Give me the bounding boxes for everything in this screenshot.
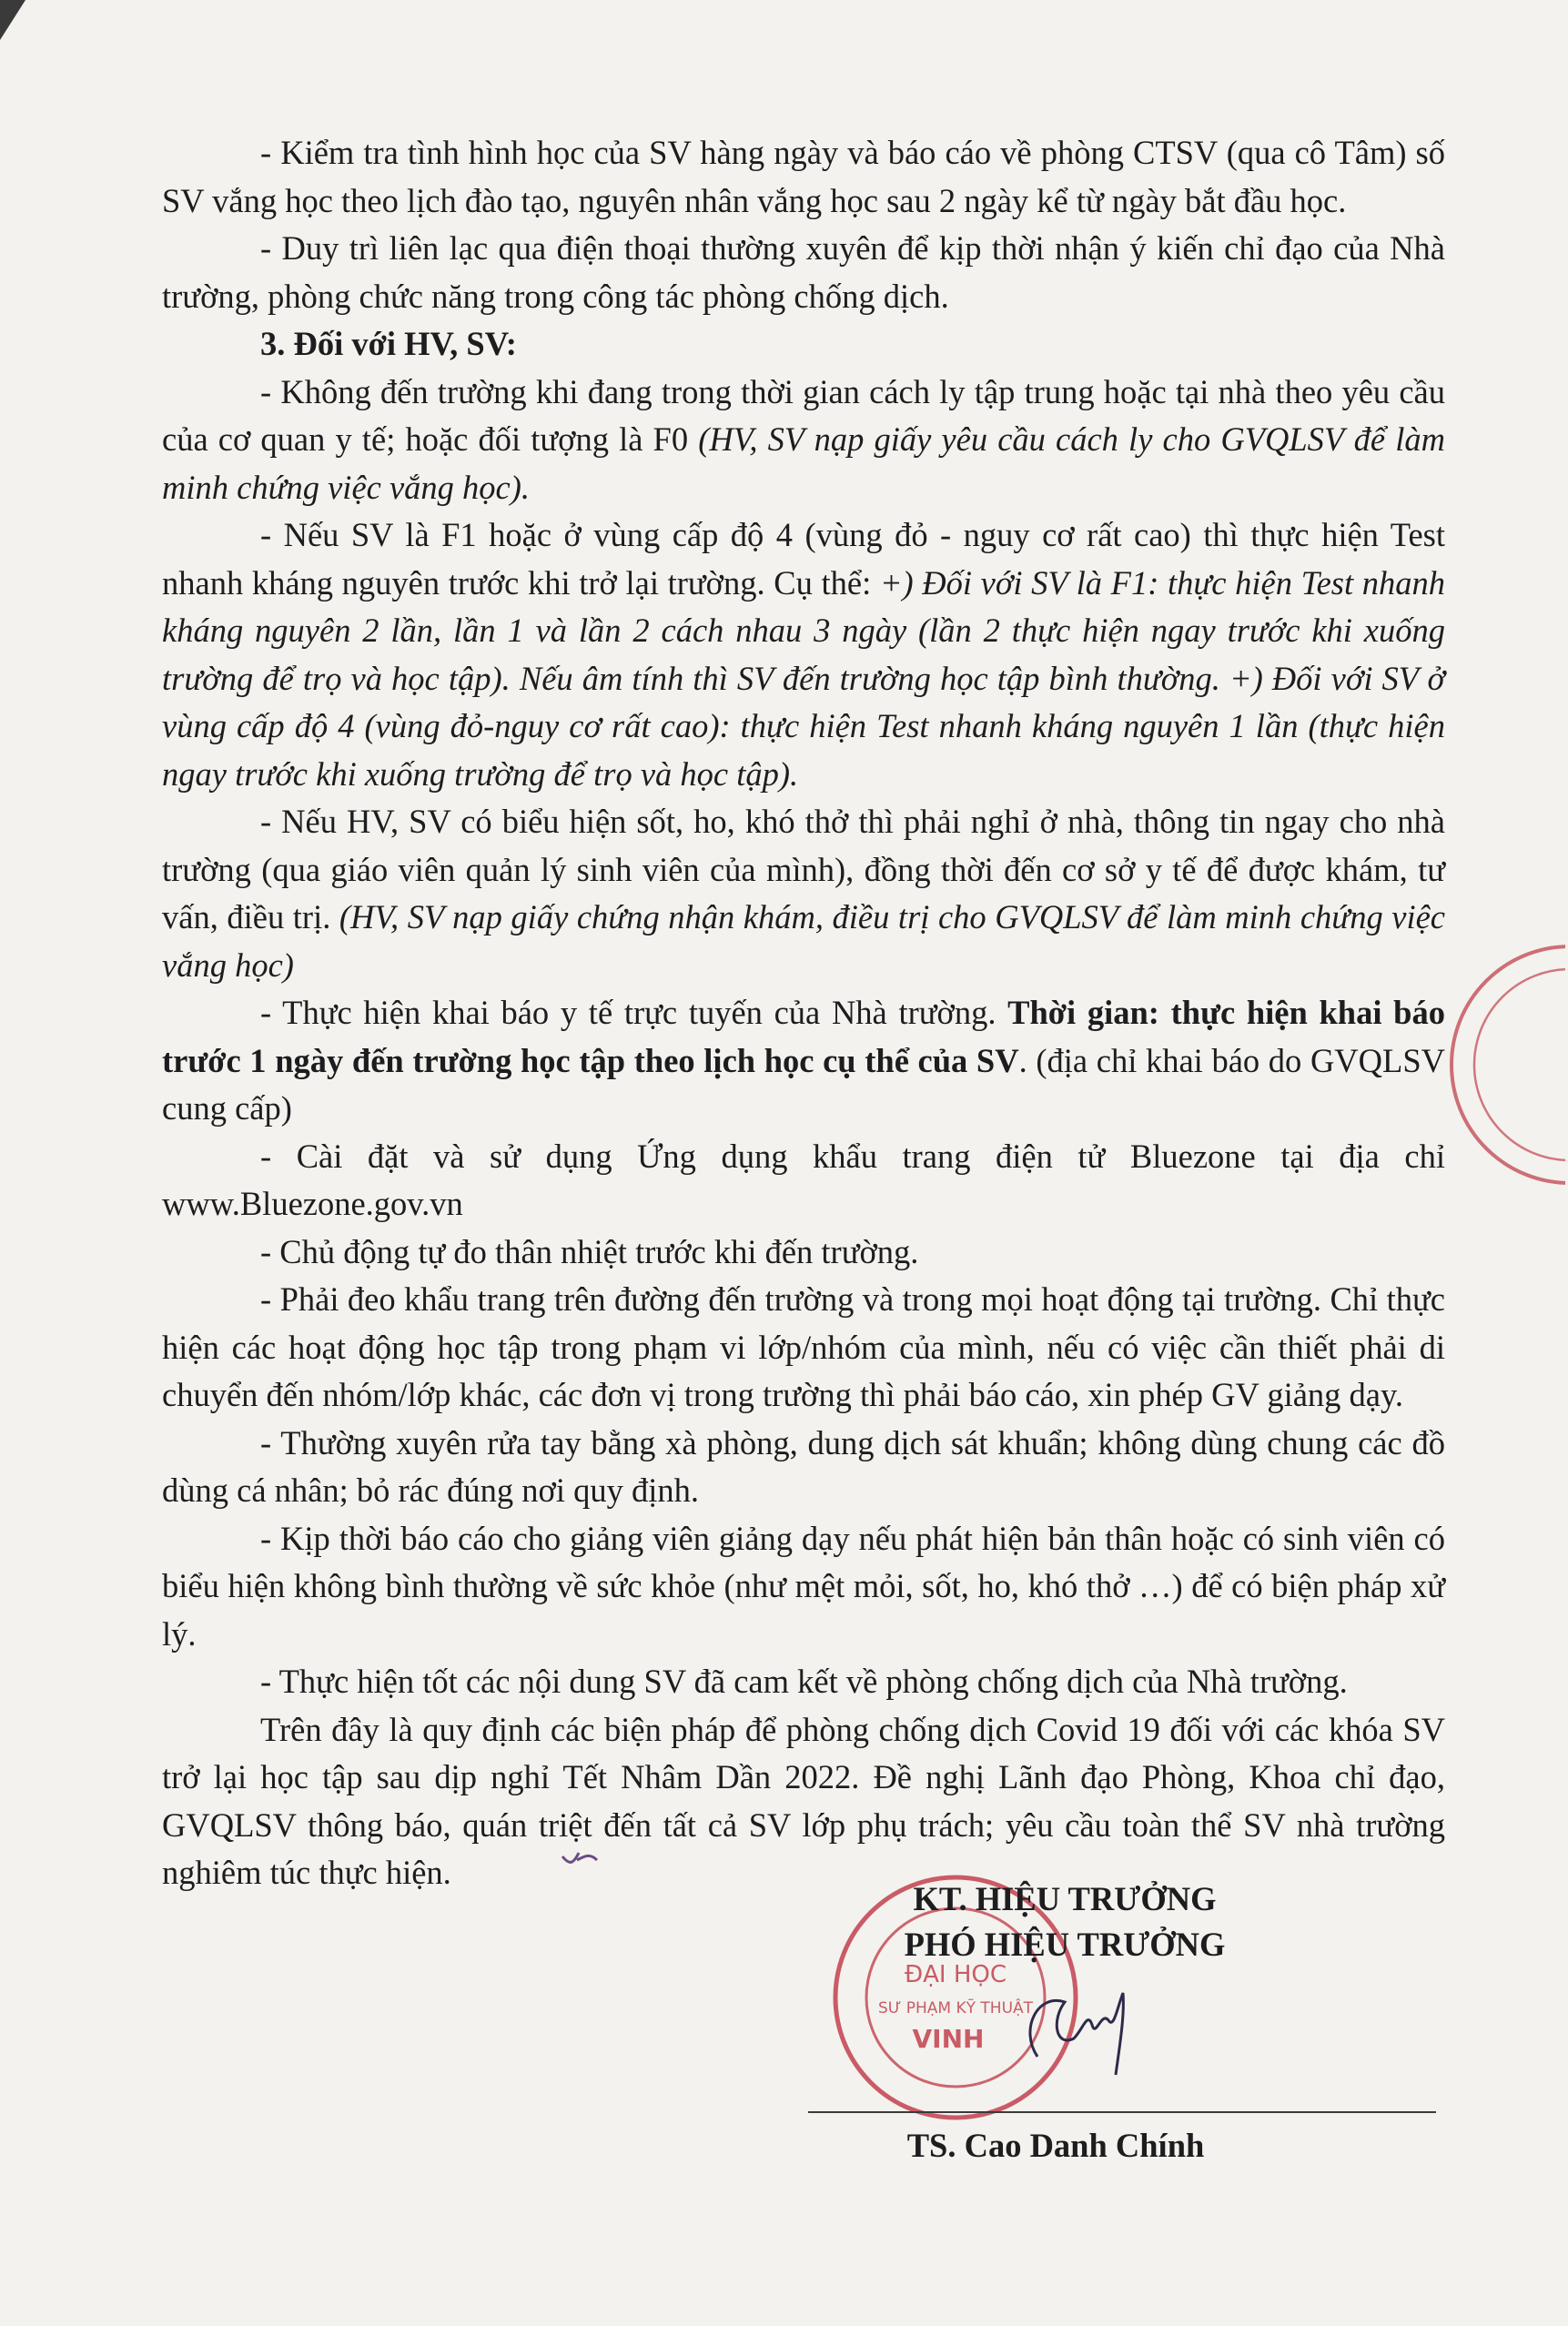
symptoms-text: - Nếu HV, SV có biểu hiện sốt, ho, khó thở thì phải nghỉ ở nhà, thông tin ngay cho nhà trường (qua giáo viên quản lý sinh viên của mình), đồng thời đến cơ sở y tế để được khám, tư vấn, điều trị.: [162, 803, 1445, 935]
signer-name: TS. Cao Danh Chính: [906, 2127, 1205, 2164]
handwritten-signature-icon: [1001, 1975, 1147, 2093]
f1-text: - Nếu SV là F1 hoặc ở vùng cấp độ 4 (vùng đỏ - nguy cơ rất cao) thì thực hiện Test nhanh kháng nguyên trước khi trở lại trường. Cụ thể:: [162, 516, 1445, 602]
paragraph-temperature: - Chủ động tự đo thân nhiệt trước khi đến trường.: [260, 1232, 919, 1270]
paragraph-keep-contact: - Duy trì liên lạc qua điện thoại thường xuyên để kịp thời nhận ý kiến chỉ đạo của Nhà trường, phòng chức năng trong công tác phòng chống dịch.: [162, 229, 1445, 315]
paragraph-bluezone: - Cài đặt và sử dụng Ứng dụng khẩu trang điện tử Bluezone tại địa chỉ www.Bluezone.gov.vn: [162, 1137, 1445, 1222]
page-corner-shadow: [0, 0, 55, 55]
paragraph-closing: Trên đây là quy định các biện pháp để phòng chống dịch Covid 19 đối với các khóa SV trở lại học tập sau dịp nghỉ Tết Nhâm Dần 2022. Đề nghị Lãnh đạo Phòng, Khoa chỉ đạo, GVQLSV thông báo, quán triệt đến tất cả SV lớp phụ trách; yêu cầu toàn thể SV nhà trường nghiêm túc thực hiện.: [162, 1710, 1445, 1891]
signature-title-1: KT. HIỆU TRƯỞNG: [913, 1880, 1217, 1917]
seal-line-1: ĐẠI HỌC: [904, 1961, 1007, 1988]
paragraph-check-attendance: - Kiểm tra tình hình học của SV hàng ngày và báo cáo về phòng CTSV (qua cô Tâm) số SV vắng học theo lịch đào tạo, nguyên nhân vắng học sau 2 ngày kể từ ngày bắt đầu học.: [162, 134, 1445, 219]
paragraph-health-declaration: [162, 989, 1445, 1133]
declaration-time: Thời gian: thực hiện khai báo trước 1 ngày đến trường học tập theo lịch học cụ thể của SV: [162, 994, 1445, 1079]
signature-title-2: PHÓ HIỆU TRƯỞNG: [904, 1926, 1226, 1963]
paragraph-symptoms: [162, 798, 1445, 989]
paragraph-isolation: [162, 369, 1445, 512]
seal-line-2: SƯ PHẠM KỸ THUẬT: [877, 1999, 1034, 2018]
paragraph-mask: - Phải đeo khẩu trang trên đường đến trường và trong mọi hoạt động tại trường. Chỉ thực hiện các hoạt động học tập trong phạm vi lớp/nhóm của mình, nếu có việc cần thiết phải di chuyển đến nhóm/lớp khác, các đơn vị trong trường thì phải báo cáo, xin phép GV giảng dạy.: [162, 1280, 1445, 1413]
f1-note: +) Đối với SV là F1: thực hiện Test nhanh kháng nguyên 2 lần, lần 1 và lần 2 cách nhau 3 ngày (lần 2 thực hiện ngay trước khi xuống trường để trọ và học tập). Nếu âm tính thì SV đến trường học tập bình thường. +) Đối với SV ở vùng cấp độ 4 (vùng đỏ-nguy cơ rất cao): thực hiện Test nhanh kháng nguyên 1 lần (thực hiện ngay trước khi xuống trường để trọ và học tập).: [162, 563, 1446, 793]
declaration-end: . (địa chỉ khai báo do GVQLSV cung cấp): [162, 1041, 1445, 1127]
section-heading-students: 3. Đối với HV, SV:: [260, 325, 517, 362]
isolation-note: (HV, SV nạp giấy yêu cầu cách ly cho GVQLSV để làm minh chứng việc vắng học).: [162, 420, 1445, 506]
signature-block: [846, 1876, 1283, 1967]
seal-line-3: VINH: [912, 2024, 985, 2054]
isolation-text: - Không đến trường khi đang trong thời gian cách ly tập trung hoặc tại nhà theo yêu cầu của cơ quan y tế; hoặc đối tượng là F0: [162, 372, 1445, 458]
signature-underline: [808, 2109, 1436, 2115]
paragraph-f1-test: [162, 511, 1445, 798]
margin-stamp-icon: [1420, 928, 1565, 1201]
paragraph-commitment: - Thực hiện tốt các nội dung SV đã cam kết về phòng chống dịch của Nhà trường.: [260, 1663, 1348, 1700]
paragraph-report-health: - Kịp thời báo cáo cho giảng viên giảng dạy nếu phát hiện bản thân hoặc có sinh viên có biểu hiện không bình thường về sức khỏe (như mệt mỏi, sốt, ho, khó thở …) để có biện pháp xử lý.: [162, 1519, 1445, 1653]
declaration-text: - Thực hiện khai báo y tế trực tuyến của Nhà trường.: [260, 994, 1008, 1031]
symptoms-note: (HV, SV nạp giấy chứng nhận khám, điều trị cho GVQLSV để làm minh chứng việc vắng học): [162, 898, 1446, 984]
paragraph-handwash: - Thường xuyên rửa tay bằng xà phòng, dung dịch sát khuẩn; không dùng chung các đồ dùng cá nhân; bỏ rác đúng nơi quy định.: [162, 1423, 1445, 1509]
body-text: [162, 129, 1445, 1897]
handwritten-mark-icon: [559, 1844, 604, 1871]
